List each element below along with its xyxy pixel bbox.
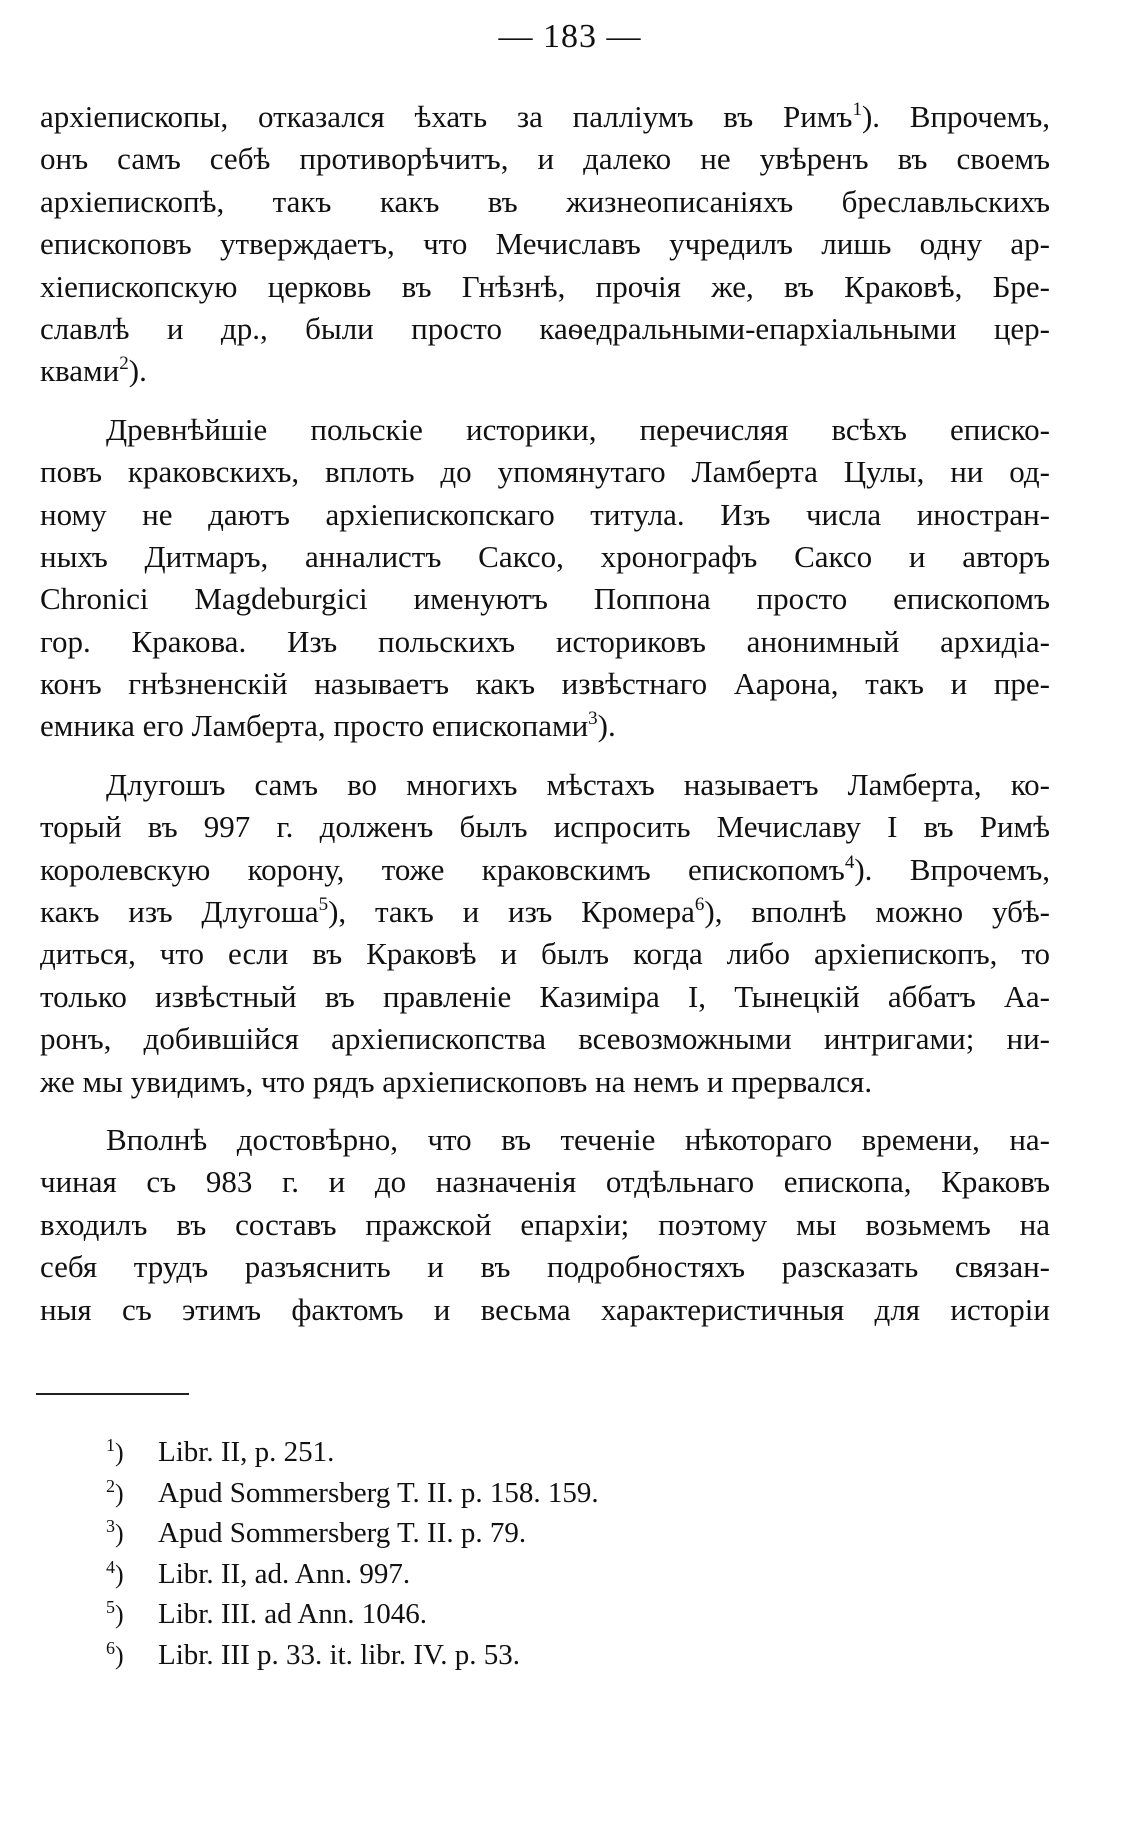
footnote-marker: $^3$) <box>106 1516 124 1549</box>
footnotes <box>106 1432 806 1676</box>
text-line: квами$^2$). <box>40 353 147 389</box>
text-line: какъ изъ Длугоша$^5$), такъ и изъ Кромера$^6$), вполнѣ можно убѣ- <box>40 894 1051 930</box>
text-line: архіепископы, отказался ѣхать за палліумъ въ Римъ$^1$). Впрочемъ, <box>40 99 1050 134</box>
paragraph <box>40 96 1050 393</box>
paragraph <box>40 764 1050 1103</box>
text-line: диться, что если въ Краковѣ и былъ когда либо архіепископъ, то <box>40 936 1050 972</box>
footnote <box>106 1594 806 1635</box>
footnote-text: Apud Sommersberg T. II. p. 158. 159. <box>158 1476 599 1509</box>
text-line: торый въ 997 г. долженъ былъ испросить Мечиславу I въ Римѣ <box>40 809 1050 845</box>
footnote-ref: 2 <box>119 353 129 375</box>
footnote-text: Libr. III p. 33. it. libr. IV. p. 53. <box>158 1638 520 1671</box>
text-line: епископовъ утверждаетъ, что Мечиславъ учредилъ лишь одну ар- <box>40 226 1050 262</box>
footnote-marker: $^5$) <box>106 1597 124 1630</box>
text-line: себя трудъ разъяснить и въ подробностяхъ разсказать связан- <box>40 1249 1050 1285</box>
footnote-text: Libr. II, ad. Ann. 997. <box>158 1557 411 1590</box>
footnote-divider <box>36 1393 189 1395</box>
text-line: ронъ, добившійся архіепископства всевозможными интригами; ни- <box>40 1021 1050 1057</box>
paragraph <box>40 409 1050 748</box>
footnote-text: Libr. III. ad Ann. 1046. <box>158 1598 428 1631</box>
main-text <box>40 96 1050 1331</box>
footnote <box>106 1635 806 1676</box>
text-line: же мы увидимъ, что рядъ архіепископовъ на немъ и прервался. <box>40 1063 873 1099</box>
text-line: гор. Кракова. Изъ польскихъ историковъ анонимный архидіа- <box>40 623 1050 659</box>
text-line: королевскую корону, тоже краковскимъ епископомъ$^4$). Впрочемъ, <box>40 851 1050 887</box>
footnote-ref: 4 <box>844 851 855 873</box>
text-line: ныхъ Дитмаръ, анналистъ Саксо, хронографъ Саксо и авторъ <box>40 538 1050 574</box>
footnote <box>106 1432 806 1473</box>
text-line: Вполнѣ достовѣрно, что въ теченіе нѣкотораго времени, на- <box>106 1121 1050 1157</box>
footnote-marker: $^6$) <box>106 1637 124 1670</box>
footnote-marker: $^1$) <box>106 1435 124 1467</box>
text-line: Древнѣйшіе польскіе историки, перечисляя всѣхъ еписко- <box>106 411 1050 447</box>
footnote-ref: 6 <box>694 894 705 916</box>
text-line: входилъ въ составъ пражской епархіи; поэтому мы возьмемъ на <box>40 1206 1050 1242</box>
page-number: — 183 — <box>498 18 642 55</box>
footnote-ref: 5 <box>318 894 329 916</box>
text-line: повъ краковскихъ, вплоть до упомянутаго Ламберта Цулы, ни од- <box>40 454 1050 490</box>
text-line: славлѣ и др., были просто каѳедральными-епархіальными цер- <box>40 310 1050 346</box>
text-line: Длугошъ самъ во многихъ мѣстахъ называетъ Ламберта, ко- <box>106 766 1050 802</box>
text-line: онъ самъ себѣ противорѣчитъ, и далеко не увѣренъ въ своемъ <box>40 141 1050 177</box>
footnote <box>106 1513 806 1554</box>
footnote-ref: 1 <box>852 99 862 120</box>
text-line: ному не даютъ архіепископскаго титула. Изъ числа иностран- <box>40 496 1050 532</box>
text-line: архіепископѣ, такъ какъ въ жизнеописаніяхъ бреславльскихъ <box>40 183 1050 219</box>
footnote <box>106 1473 806 1514</box>
paragraph <box>40 1119 1050 1331</box>
footnote-marker: $^4$) <box>106 1556 124 1589</box>
footnote-ref: 3 <box>588 708 598 730</box>
footnote-text: Libr. II, p. 251. <box>158 1436 335 1468</box>
text-line: емника его Ламберта, просто епископами$^3$). <box>40 708 616 744</box>
text-line: только извѣстный въ правленіе Казиміра I, Тынецкій аббатъ Аа- <box>40 978 1050 1014</box>
text-line: чиная съ 983 г. и до назначенія отдѣльнаго епископа, Краковъ <box>40 1164 1050 1200</box>
text-line: Chronici Magdeburgici именуютъ Поппона просто епископомъ <box>40 581 1050 617</box>
text-line: хіепископскую церковь въ Гнѣзнѣ, прочія же, въ Краковѣ, Бре- <box>40 268 1050 304</box>
text-line: ныя съ этимъ фактомъ и весьма характеристичныя для исторіи <box>40 1291 1050 1327</box>
footnote <box>106 1554 806 1595</box>
footnote-marker: $^2$) <box>106 1475 124 1508</box>
text-line: конъ гнѣзненскій называетъ какъ извѣстнаго Аарона, такъ и пре- <box>40 666 1050 702</box>
footnote-text: Apud Sommersberg T. II. p. 79. <box>158 1517 527 1550</box>
